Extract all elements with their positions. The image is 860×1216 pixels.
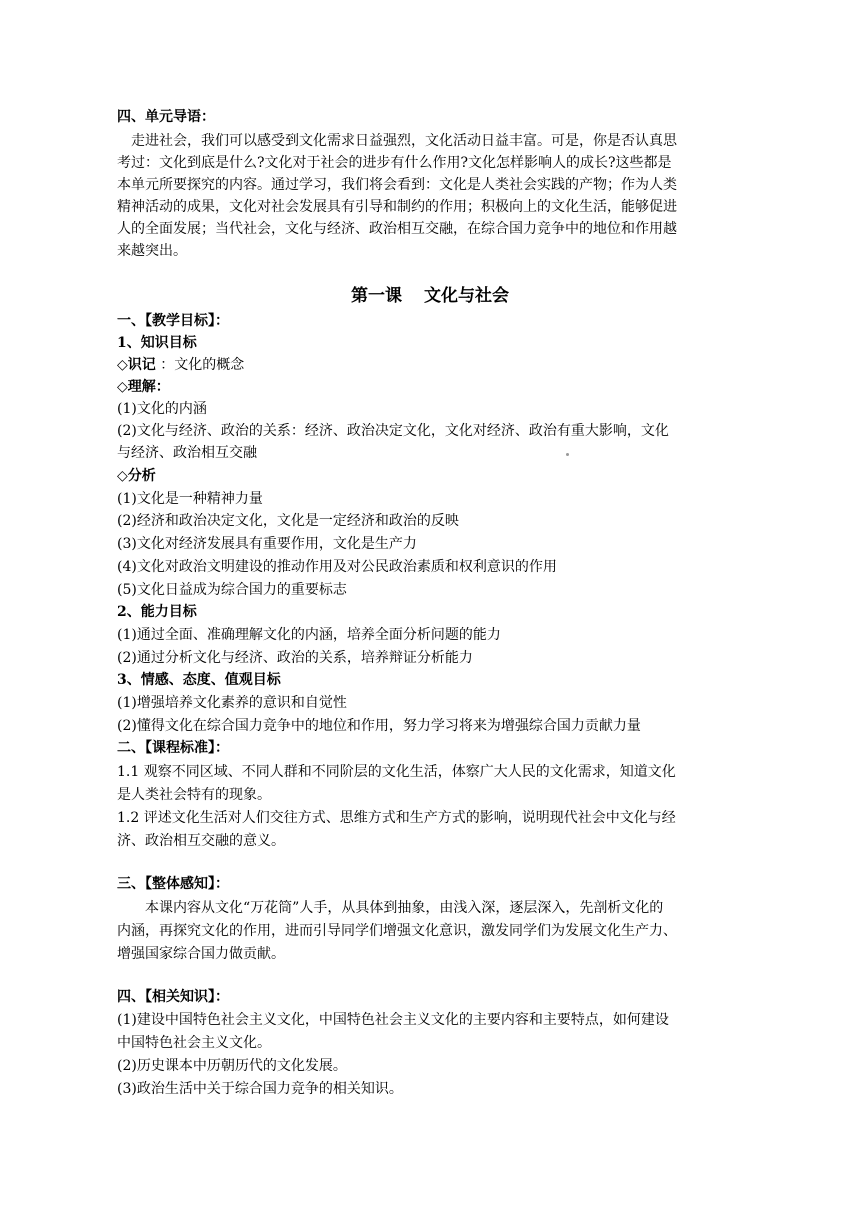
lesson-number: 第一课: [351, 286, 402, 306]
list-item: 中国特色社会主义文化。: [117, 1035, 271, 1051]
list-item: 是人类社会特有的现象。: [117, 787, 271, 803]
intro-heading: 四、单元导语：: [117, 109, 215, 125]
list-item: (2)文化与经济、政治的关系：经济、政治决定文化，文化对经济、政治有重大影响，文化: [117, 423, 669, 439]
list-item: (2)懂得文化在综合国力竞争中的地位和作用，努力学习将来为增强综合国力贡献力量: [117, 718, 641, 734]
list-item: (1)增强培养文化素养的意识和自觉性: [117, 695, 347, 711]
overview-line: 本课内容从文化“万花筒”人手，从具体到抽象，由浅入深，逐层深入，先剖析文化的: [145, 900, 664, 916]
list-item: 1.1 观察不同区域、不同人群和不同阶层的文化生活，体察广大人民的文化需求，知道文化: [117, 764, 676, 780]
list-item: (1)通过全面、准确理解文化的内涵，培养全面分析问题的能力: [117, 627, 501, 643]
intro-line: 本单元所要探究的内容。通过学习，我们将会看到：文化是人类社会实践的产物；作为人类: [117, 177, 677, 193]
ability-heading: 2、能力目标: [117, 604, 197, 620]
emotion-heading: 3、情感、态度、值观目标: [117, 672, 281, 688]
overview-line: 增强国家综合国力做贡献。: [117, 946, 285, 962]
list-item: (2)历史课本中历朝历代的文化发展。: [117, 1058, 347, 1074]
list-item: (1)建设中国特色社会主义文化，中国特色社会主义文化的主要内容和主要特点，如何建设: [117, 1012, 669, 1028]
overview-heading: 三、【整体感知】：: [117, 876, 229, 892]
objectives-heading: 一、【教学目标】：: [117, 313, 229, 329]
intro-line: 考过：文化到底是什么?文化对于社会的进步有什么作用?文化怎样影响人的成长?这些都是: [117, 155, 672, 171]
list-item: (3)文化对经济发展具有重要作用，文化是生产力: [117, 536, 417, 552]
recall-text: ：文化的概念: [155, 357, 245, 373]
understand-heading: ◇理解：: [117, 379, 170, 395]
list-item: (2)经济和政治决定文化，文化是一定经济和政治的反映: [117, 513, 459, 529]
stray-dot: [566, 453, 569, 456]
standards-heading: 二、【课程标准】：: [117, 740, 229, 756]
intro-line: 来越突出。: [117, 243, 187, 259]
list-item: 与经济、政治相互交融: [117, 445, 257, 461]
list-item: 1.2 评述文化生活对人们交往方式、思维方式和生产方式的影响，说明现代社会中文化与经: [117, 810, 676, 826]
analyze-heading: ◇分析: [117, 468, 156, 484]
lesson-title: [0, 284, 860, 308]
intro-line: 人的全面发展；当代社会，文化与经济、政治相互交融，在综合国力竞争中的地位和作用越: [117, 221, 677, 237]
knowledge-heading: 1、知识目标: [117, 335, 197, 351]
recall-label: ◇识记: [117, 357, 156, 373]
list-item: (2)通过分析文化与经济、政治的关系，培养辩证分析能力: [117, 650, 473, 666]
list-item: (1)文化的内涵: [117, 401, 207, 417]
list-item: (1)文化是一种精神力量: [117, 491, 263, 507]
list-item: (5)文化日益成为综合国力的重要标志: [117, 582, 347, 598]
list-item: (4)文化对政治文明建设的推动作用及对公民政治素质和权利意识的作用: [117, 559, 557, 575]
overview-line: 内涵，再探究文化的作用，进而引导同学们增强文化意识，激发同学们为发展文化生产力、: [117, 923, 677, 939]
list-item: (3)政治生活中关于综合国力竞争的相关知识。: [117, 1081, 403, 1097]
list-item: 济、政治相互交融的意义。: [117, 833, 285, 849]
recall-line: [117, 354, 737, 376]
intro-line: 走进社会，我们可以感受到文化需求日益强烈，文化活动日益丰富。可是，你是否认真思: [131, 133, 677, 149]
related-heading: 四、【相关知识】：: [117, 989, 229, 1005]
intro-line: 精神活动的成果，文化对社会发展具有引导和制约的作用；积极向上的文化生活，能够促进: [117, 199, 677, 215]
lesson-name: 文化与社会: [424, 286, 509, 306]
